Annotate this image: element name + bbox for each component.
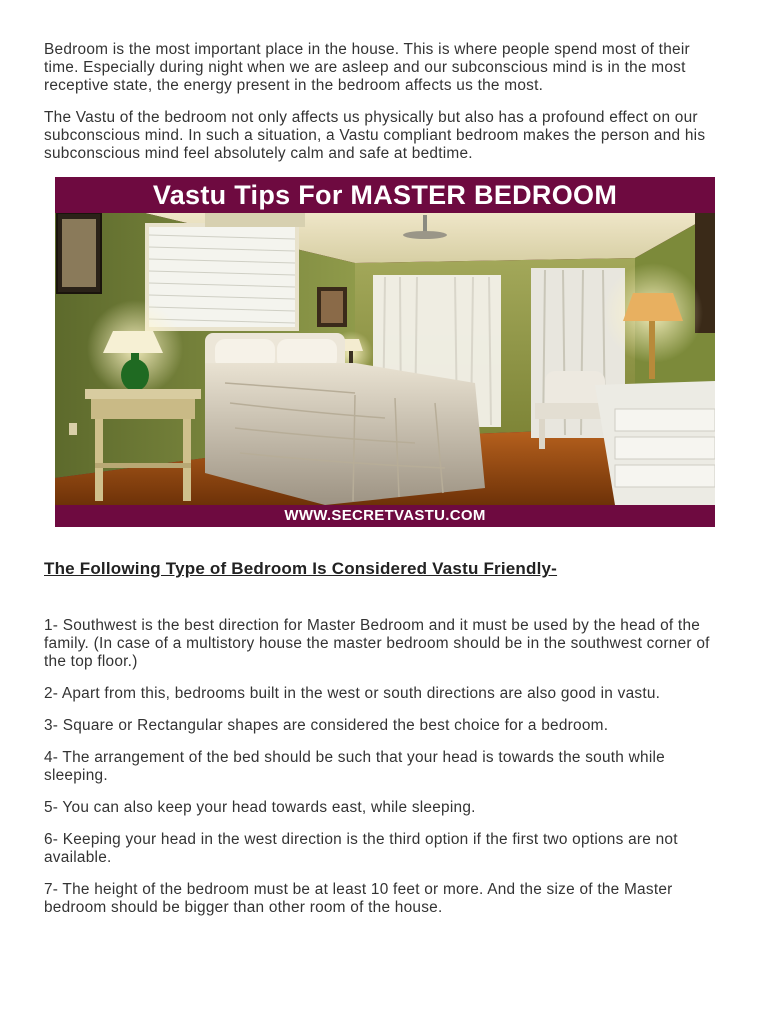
list-item: 2- Apart from this, bedrooms built in the west or south directions are also good in vastu. xyxy=(44,685,661,702)
list-item: 6- Keeping your head in the west direction is the third option if the first two options are not available. xyxy=(44,831,678,866)
list-item: 4- The arrangement of the bed should be such that your head is towards the south while sleeping. xyxy=(44,749,665,784)
list-item: 5- You can also keep your head towards east, while sleeping. xyxy=(44,799,476,816)
list-item: 1- Southwest is the best direction for Master Bedroom and it must be used by the head of the family. (In case of a multistory house the master bedroom should be in the southwest corner of the top floor.) xyxy=(44,617,710,670)
bedroom-banner-image xyxy=(55,177,715,527)
banner-url: WWW.SECRETVASTU.COM xyxy=(55,505,715,527)
section-heading: The Following Type of Bedroom Is Considered Vastu Friendly- xyxy=(44,559,558,578)
intro-paragraph-1: Bedroom is the most important place in the house. This is where people spend most of their time. Especially during night when we are asleep and our subconscious mind is in the most receptive state, the energy present in the bedroom affects us the most. xyxy=(44,41,690,94)
banner-title: Vastu Tips For MASTER BEDROOM xyxy=(55,177,715,213)
list-item: 7- The height of the bedroom must be at least 10 feet or more. And the size of the Master bedroom should be bigger than other room of the house. xyxy=(44,881,673,916)
bedroom-photo xyxy=(55,213,715,505)
intro-paragraph-2: The Vastu of the bedroom not only affects us physically but also has a profound effect on our subconscious mind. In such a situation, a Vastu compliant bedroom makes the person and his subconscious mind feel absolutely calm and safe at bedtime. xyxy=(44,109,706,162)
list-item: 3- Square or Rectangular shapes are considered the best choice for a bedroom. xyxy=(44,717,609,734)
